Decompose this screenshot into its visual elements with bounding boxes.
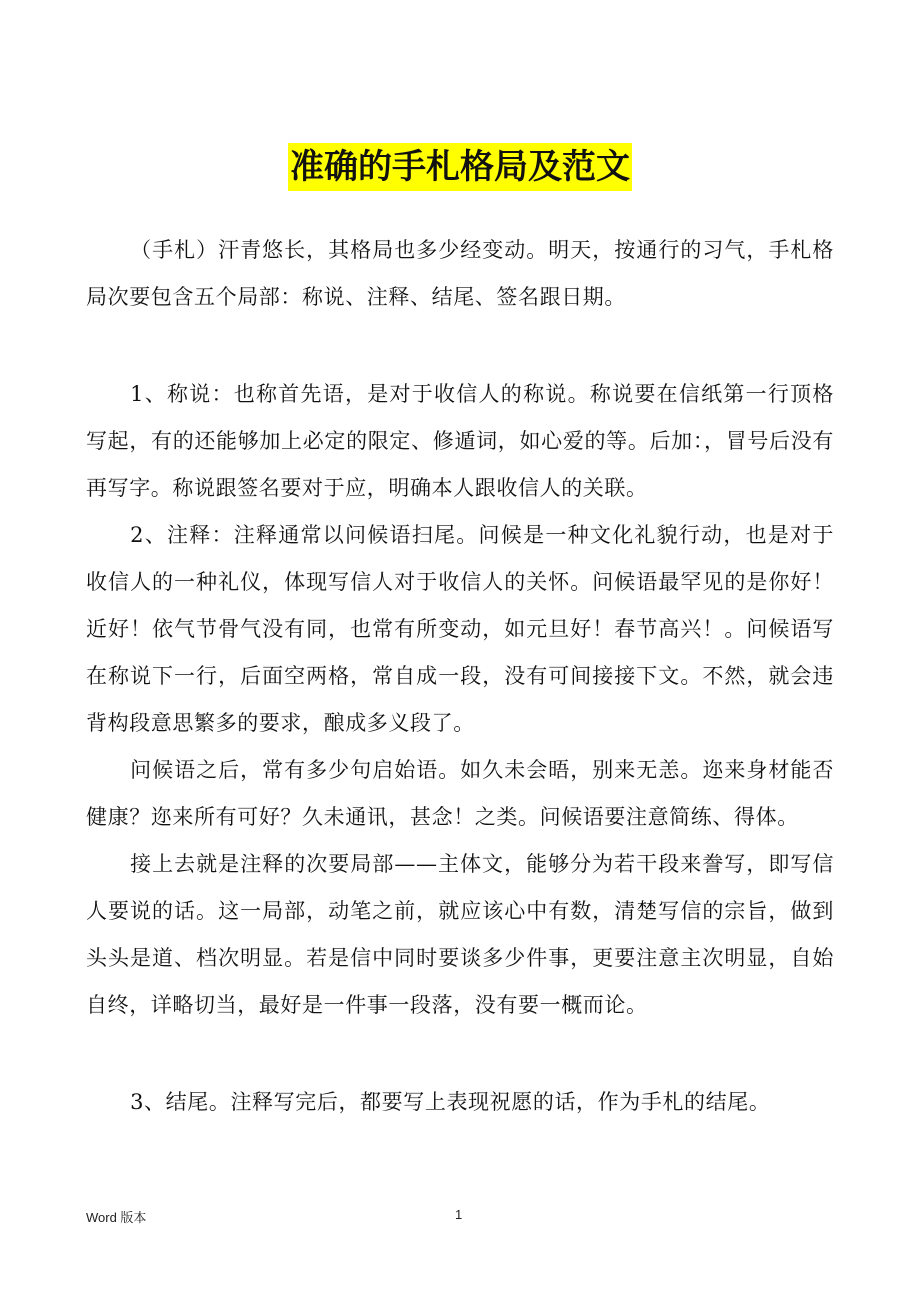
section-paragraph-main: 接上去就是注释的次要局部——主体文，能够分为若干段来誊写，即写信人要说的话。这一局部，动笔之前，就应该心中有数，清楚写信的宗旨，做到头头是道、档次明显。若是信中同时要谈多少件事，更要注意主次明显，自始自终，详略切当，最好是一件事一段落，没有要一概而论。 xyxy=(86,852,834,1017)
footer-label: Word 版本 xyxy=(86,1210,147,1225)
section-paragraph-salutation: 1、称说：也称首先语，是对于收信人的称说。称说要在信纸第一行顶格写起，有的还能够加上必定的限定、修遁词，如心爱的等。后加：，冒号后没有再写字。称说跟签名要对于应，明确本人跟收信人的关联。 xyxy=(86,382,834,500)
section-paragraph-closing: 3、结尾。注释写完后，都要写上表现祝愿的话，作为手札的结尾。 xyxy=(130,1090,771,1114)
title-container xyxy=(0,143,920,191)
page-title: 准确的手札格局及范文 xyxy=(288,143,632,191)
paragraph-gap xyxy=(86,321,834,371)
intro-paragraph: （手札）汗青悠长，其格局也多少经变动。明天，按通行的习气，手札格局次要包含五个局部：称说、注释、结尾、签名跟日期。 xyxy=(86,238,834,309)
page-number: 1 xyxy=(455,1207,463,1222)
paragraph-gap xyxy=(86,1029,834,1079)
section-paragraph-body: 2、注释：注释通常以问候语扫尾。问候是一种文化礼貌行动，也是对于收信人的一种礼仪，体现写信人对于收信人的关怀。问候语最罕见的是你好！近好！依气节骨气没有同，也常有所变动，如元旦好！春节高兴！。问候语写在称说下一行，后面空两格，常自成一段，没有可间接接下文。不然，就会违背构段意思繁多的要求，酿成多义段了。 xyxy=(86,523,834,735)
section-paragraph-opening: 问候语之后，常有多少句启始语。如久未会晤，别来无恙。迩来身材能否健康？迩来所有可好？久未通讯，甚念！之类。问候语要注意简练、得体。 xyxy=(86,758,834,829)
document-body xyxy=(86,227,834,1126)
